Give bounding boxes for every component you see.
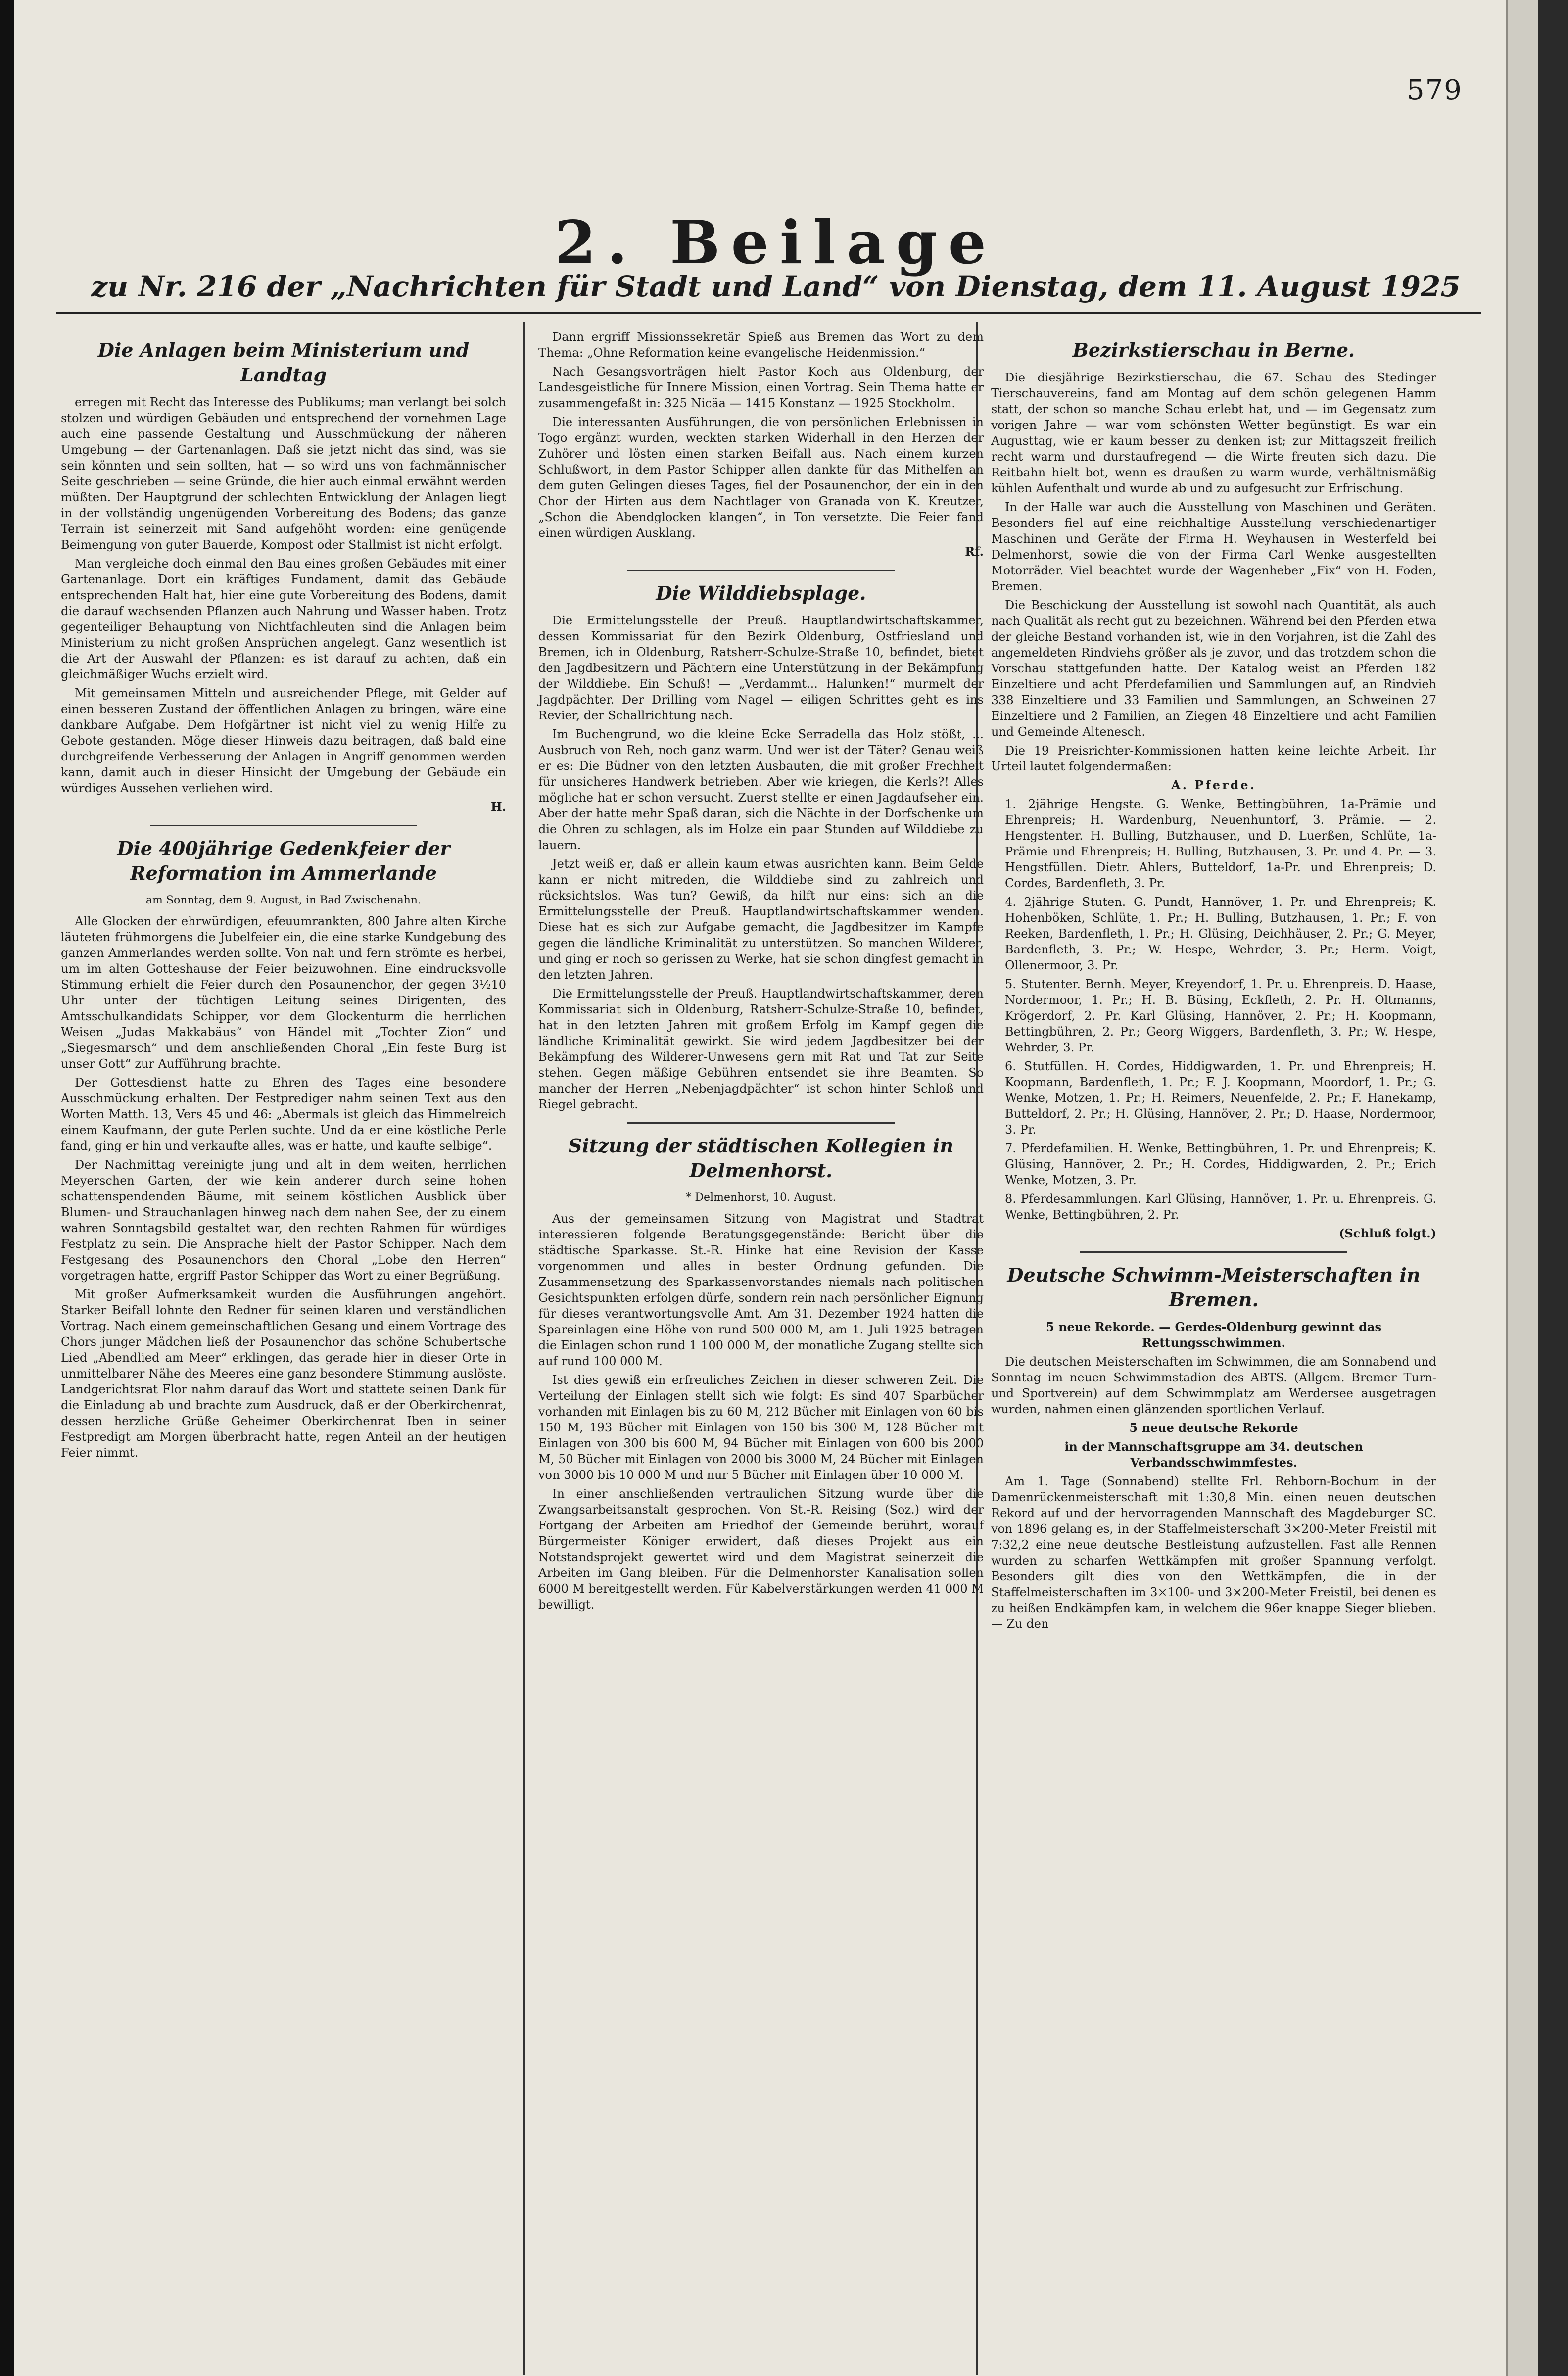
masthead-rule — [56, 312, 1481, 314]
article-headline: Bezirkstierschau in Berne. — [1072, 339, 1355, 361]
result-entry: 5. Stutenter. Bernh. Meyer, Kreyendorf, 1. Pr. u. Ehrenpreis. D. Haase, Nordermoor, 1. Pr.; H. B. Büsing, Eckfleth, 2. Pr. H. Oltmanns, Krögerdorf, 2. Pr. Karl Glüsing, Hannöver, 2. Pr.; H. Koopmann, Bettingbühren, 2. Pr.; Georg Wiggers, Bardenfleth, 3. Pr.; W. Hespe, Wehrder, 3. Pr. — [1005, 977, 1436, 1054]
scan-gutter — [0, 0, 14, 2376]
article-separator — [627, 1122, 895, 1124]
article-paragraph: Die diesjährige Bezirkstierschau, die 67. Schau des Stedinger Tierschauvereins, fand am Montag auf dem schön gelegenen Hamm statt, der schon so manche Schau erlebt hat, und — im Gegensatz zum vorigen Jahre — war vom schönsten Wetter begünstigt. Es war ein Augusttag, wie er kaum besser zu denken ist; zur Mittagszeit freilich recht warm und durstaufregend — die Wirte freuten sich dazu. Die Reitbahn hielt bot, wenn es draußen zu warm wurde, verhältnismäßig kühlen Aufenthalt und wurde ab und zu aufgesucht zur Erfrischung. — [991, 371, 1436, 495]
article-paragraph: Jetzt weiß er, daß er allein kaum etwas ausrichten kann. Beim Gelde kann er nicht mitreden, die Wilddiebe sind zu zahlreich und rücksichtslos. Was tun? Gewiß, da hilft nur eins: sich an die Ermittelungsstelle der Preuß. Hauptlandwirtschaftskammer wenden. Diese hat es sich zur Aufgabe gemacht, die Jagdbesitzer im Kampfe gegen die ländliche Kriminalität zu unterstützen. So manchen Wilderer, und ging er noch so gerissen zu Werke, hat sie schon dingfest gemacht in den letzten Jahren. — [538, 857, 984, 982]
result-entry: 6. Stutfüllen. H. Cordes, Hiddigwarden, 1. Pr. und Ehrenpreis; H. Koopmann, Bardenfleth, 1. Pr.; F. J. Koopmann, Moordorf, 1. Pr.; G. Wenke, Motzen, 1. Pr.; H. Reimers, Neuenfelde, 2. Pr.; F. Hanekamp, Butteldorf, 2. Pr.; H. Glüsing, Hannöver, 2. Pr.; D. Haase, Nordermoor, 3. Pr. — [1005, 1059, 1436, 1137]
article-dateline: am Sonntag, dem 9. August, in Bad Zwischenahn. — [145, 894, 422, 906]
article-dateline: * Delmenhorst, 10. August. — [686, 1191, 836, 1204]
article-paragraph: Der Gottesdienst hatte zu Ehren des Tages eine besondere Ausschmückung erhalten. Der Festprediger nahm seinen Text aus den Worten Matth. 13, Vers 45 und 46: „Abermals ist gleich das Himmelreich einem Kaufmann, der gute Perlen suchte. Und da er eine köstliche Perle fand, ging er hin und verkaufte alles, was er hatte, und kaufte selbige“. — [61, 1076, 506, 1153]
article-separator — [627, 570, 895, 571]
article-paragraph: In der Halle war auch die Ausstellung von Maschinen und Geräten. Besonders fiel auf eine reichhaltige Ausstellung verschiedenartiger Maschinen und Geräte der Firma H. Weyhausen in Westerfeld bei Delmenhorst, sowie die von der Firma Carl Wenke ausgestellten Motorräder. Viel beachtet wurde der Wagenheber „Fix“ von H. Foden, Bremen. — [991, 500, 1436, 593]
article-headline: Deutsche Schwimm-Meisterschaften in Bremen. — [1007, 1264, 1421, 1311]
article-paragraph: Am 1. Tage (Sonnabend) stellte Frl. Rehborn-Bochum in der Damenrückenmeisterschaft mit 1:30,8 Min. einen neuen deutschen Rekord auf und der hervorragenden Mannschaft des Magdeburger SC. von 1896 gelang es, in der Staffelmeisterschaft 3×200-Meter Freistil mit 7:32,2 eine neue deutsche Bestleistung aufzustellen. Fast alle Rennen wurden zu scharfen Wettkämpfen mit großer Spannung verfolgt. Besonders gilt dies von den Wettkämpfen, die in der Staffelmeisterschaften im 3×100- und 3×200-Meter Freistil, bei denen es zu heißen Endkämpfen kam, in welchem die 96er knappe Sieger blieben. — Zu den — [991, 1474, 1436, 1631]
article-headline: Die Wilddiebsplage. — [656, 582, 866, 604]
result-entry: 7. Pferdefamilien. H. Wenke, Bettingbühren, 1. Pr. und Ehrenpreis; K. Glüsing, Hannöver, 2. Pr.; H. Cordes, Hiddigwarden, 2. Pr.; Erich Wenke, Motzen, 3. Pr. — [1005, 1141, 1436, 1187]
page-number: 579 — [1407, 74, 1463, 106]
column-3 — [991, 329, 1436, 1635]
article-headline: Die 400jährige Gedenkfeier der Reformation im Ammerlande — [117, 837, 450, 884]
continued-note: (Schluß folgt.) — [1339, 1226, 1436, 1240]
supplement-title: 2. Beilage — [554, 208, 997, 278]
article-paragraph: erregen mit Recht das Interesse des Publikums; man verlangt bei solch stolzen und würdigen Gebäuden und entsprechend der vornehmen Lage auch eine passende Gestaltung und Ausschmückung der näheren Umgebung — der Gartenanlagen. Daß sie jetzt nicht das sind, was sie sein könnten und sein sollten, hat — so wird uns von fachmännischer Seite geschrieben — seine Gründe, die hier auch einmal erwähnt werden müßten. Der Hauptgrund der schlechten Entwicklung der Anlagen liegt in der vollständig ungenügenden Vorbereitung des Bodens; das ganze Terrain ist seinerzeit mit Sand aufgehöht worden: eine genügende Beimengung von guter Bauerde, Kompost oder Stallmist ist nicht erfolgt. — [61, 395, 506, 552]
article-paragraph: in der Mannschaftsgruppe am 34. deutschen Verbandsschwimmfestes. — [1064, 1439, 1363, 1470]
column-rule-1 — [523, 322, 525, 2375]
article-paragraph: Im Buchengrund, wo die kleine Ecke Serradella das Holz stößt, ... Ausbruch von Reh, noch ganz warm. Und wer ist der Täter? Genau weiß er es: Die Büdner von den letzten Ausbauten, die mit großer Frechheit für unsicheres Handwerk betrieben. Aber wie kriegen, die Kerls?! Alles mögliche hat er schon versucht. Zuerst stellte er einen Jagdaufseher ein. Aber der hatte mehr Spaß daran, sich die Nächte in der Dorfschenke um die Ohren zu schlagen, als im Holze ein paar Stunden auf Wilddiebe zu lauern. — [538, 727, 984, 852]
article-paragraph: Mit großer Aufmerksamkeit wurden die Ausführungen angehört. Starker Beifall lohnte den Redner für seinen klaren und verständlichen Vortrag. Nach einem gemeinschaftlichen Gesang und einem Vortrage des Chors junger Mädchen ließ der Posaunenchor das schöne Schubertsche Lied „Abendlied am Meer“ erklingen, das gerade hier in dieser Orte in unmittelbarer Nähe des Meeres eine ganz besondere Stimmung auslöste. Landgerichtsrat Flor nahm darauf das Wort und stattete seinen Dank für die Einladung ab und brachte zum Ausdruck, daß er der Oberkirchenrat, dessen herzliche Grüße Geheimer Oberkirchenrat Iben in seiner Festpredigt am Morgen überbracht hatte, regen Anteil an der heutigen Feier nimmt. — [61, 1287, 506, 1460]
article-lede: 5 neue Rekorde. — Gerdes-Oldenburg gewinnt das Rettungsschwimmen. — [1046, 1320, 1381, 1350]
article-paragraph: Mit gemeinsamen Mitteln und ausreichender Pflege, mit Gelder auf einen besseren Zustand der öffentlichen Anlagen zu bringen, wäre eine dankbare Aufgabe. Dem Hofgärtner ist nicht viel zu wenig Hilfe zu Gebote gestanden. Möge dieser Hinweis dazu beitragen, daß bald eine durchgreifende Verbesserung der Anlagen in Angriff genommen werden kann, damit auch in dieser Hinsicht der Umgebung der Gebäude ein würdiges Aussehen verliehen wird. — [61, 686, 506, 795]
article-paragraph: Alle Glocken der ehrwürdigen, efeuumrankten, 800 Jahre alten Kirche läuteten frühmorgens die Jubelfeier ein, die eine starke Kundgebung des ganzen Ammerlandes werden sollte. Von nah und fern strömte es herbei, um im alten Gotteshause der Feier beizuwohnen. Eine eindrucksvolle Stimmung erhielt die Feier durch den Posaunenchor, der gegen 3½10 Uhr unter der tüchtigen Leitung seines Dirigenten, des Amtsschulkandidats Schipper, vor dem Glockenturm die herrlichen Weisen „Judas Makkabäus“ von Händel mit „Tochter Zion“ und „Siegesmarsch“ und dem anschließenden Choral „Ein feste Burg ist unser Gott“ zur Aufführung brachte. — [61, 914, 506, 1071]
column-1 — [61, 329, 506, 1464]
article-paragraph: Man vergleiche doch einmal den Bau eines großen Gebäudes mit einer Gartenanlage. Dort ein kräftiges Fundament, damit das Gebäude entsprechenden Halt hat, hier eine gute Vorbereitung des Bodens, damit die darauf wachsenden Pflanzen auch Nahrung und Wasser haben. Trotz gegenteiliger Behauptung von Nichtfachleuten sind die Anlagen beim Ministerium zu nicht großen Ansprüchen angelegt. Ganz wesentlich ist die Art der Auswahl der Pflanzen: es ist darauf zu achten, daß ein gleichmäßiger Wuchs erzielt wird. — [61, 557, 506, 681]
article-paragraph: Aus der gemeinsamen Sitzung von Magistrat und Stadtrat interessieren folgende Beratungsgegenstände: Bericht über die städtische Sparkasse. St.-R. Hinke hat eine Revision der Kasse vorgenommen und alles in bester Ordnung gefunden. Die Zusammensetzung des Sparkassenvorstandes niemals nach politischen Gesichtspunkten erfolgen dürfe, sondern rein nach persönlicher Eignung für dieses verantwortungsvolle Amt. Am 31. Dezember 1924 hatten die Spareinlagen eine Höhe von rund 500 000 M, am 1. Juli 1925 betragen die Einlagen schon rund 1 100 000 M, der monatliche Zugang stellte sich auf rund 100 000 M. — [538, 1212, 984, 1368]
article-paragraph: Dann ergriff Missionssekretär Spieß aus Bremen das Wort zu dem Thema: „Ohne Reformation keine evangelische Heidenmission.“ — [538, 330, 984, 360]
supplement-subtitle: zu Nr. 216 der „Nachrichten für Stadt und Land“ von Dienstag, dem 11. August 1925 — [91, 270, 1461, 303]
article-separator — [150, 825, 417, 826]
article-paragraph: Die Ermittelungsstelle der Preuß. Hauptlandwirtschaftskammer, deren Kommissariat sich in Oldenburg, Ratsherr-Schulze-Straße 10, befindet, hat in den letzten Jahren mit großem Erfolg im Kampf gegen die ländliche Kriminalität gewirkt. Sie wird jedem Jagdbesitzer bei der Bekämpfung des Wilderer-Unwesens gern mit Rat und Tat zur Seite stehen. Gegen mäßige Gebühren entsendet sie ihre Beamten. So mancher der Herren „Nebenjagdpächter“ ist schon hinter Schloß und Riegel gebracht. — [538, 987, 984, 1111]
article-paragraph: Die Ermittelungsstelle der Preuß. Hauptlandwirtschaftskammer, dessen Kommissariat für den Bezirk Oldenburg, Ostfriesland und Bremen, ich in Oldenburg, Ratsherr-Schulze-Straße 10, befindet, bietet den Jagdbesitzern und Pächtern eine Unterstützung in der Bekämpfung der Wilddiebe. Ein Schuß! — „Verdammt... Halunken!“ murmelt der Jagdpächter. Der Drilling vom Nagel — eiligen Schrittes geht es ins Revier, der Schallrichtung nach. — [538, 614, 984, 722]
article-paragraph: Die 19 Preisrichter-Kommissionen hatten keine leichte Arbeit. Ihr Urteil lautet folgendermaßen: — [991, 744, 1436, 773]
article-paragraph: Die interessanten Ausführungen, die von persönlichen Erlebnissen in Togo ergänzt wurden, weckten starken Widerhall in den Herzen der Zuhörer und lösten einen starken Beifall aus. Nach einem kurzen Schlußwort, in dem Pastor Schipper allen dankte für das Mithelfen an dem guten Gelingen dieses Tages, fiel der Posaunenchor, der ein in den Chor der Hirten aus dem Nachtlager von Granada von K. Kreutzer, „Schon die Abendglocken klangen“, in Ton versetzte. Die Feier fand einen würdigen Ausklang. — [538, 415, 984, 540]
result-entry: 4. 2jährige Stuten. G. Pundt, Hannöver, 1. Pr. und Ehrenpreis; K. Hohenböken, Schlüte, 1. Pr.; H. Bulling, Butzhausen, 1. Pr.; F. von Reeken, Bardenfleth, 1. Pr.; H. Glüsing, Deichhäuser, 2. Pr.; G. Meyer, Bardenfleth, 3. Pr.; W. Hespe, Wehrder, 3. Pr.; Herm. Voigt, Ollenermoor, 3. Pr. — [1005, 895, 1436, 972]
result-entry: 1. 2jährige Hengste. G. Wenke, Bettingbühren, 1a-Prämie und Ehrenpreis; H. Wardenburg, Neuenhuntorf, 3. Prämie. — 2. Hengstenter. H. Bulling, Butzhausen, und D. Luerßen, Schlüte, 1a-Prämie und Ehrenpreis; H. Bulling, Butzhausen, 3. Pr. und 4. Pr. — 3. Hengstfüllen. Dietr. Ahlers, Butteldorf, 1a-Pr. und Ehrenpreis; D. Cordes, Bardenfleth, 3. Pr. — [1005, 797, 1436, 890]
newspaper-page — [14, 0, 1538, 2376]
article-signature: H. — [490, 800, 506, 814]
section-subhead: 5 neue deutsche Rekorde — [1129, 1421, 1298, 1435]
article-paragraph: Nach Gesangsvorträgen hielt Pastor Koch aus Oldenburg, der Landesgeistliche für Innere Mission, einen Vortrag. Sein Thema hatte er zusammengefaßt in: 325 Nicäa — 1415 Konstanz — 1925 Stockholm. — [538, 365, 984, 410]
article-paragraph: In einer anschließenden vertraulichen Sitzung wurde über die Zwangsarbeitsanstalt gesprochen. Von St.-R. Reising (Soz.) wird der Fortgang der Arbeiten am Friedhof der Gemeinde berührt, worauf Bürgermeister Königer erwidert, daß dieses Projekt aus ein Notstandsprojekt gewertet wird und dem Magistrat seinerzeit die Arbeiten im Gang bleiben. Für die Delmenhorster Kanalisation sollen 6000 M bereitgestellt werden. Für Kabelverstärkungen werden 41 000 M bewilligt. — [538, 1487, 984, 1612]
result-entry: 8. Pferdesammlungen. Karl Glüsing, Hannöver, 1. Pr. u. Ehrenpreis. G. Wenke, Bettingbühren, 2. Pr. — [1005, 1192, 1436, 1222]
article-separator — [1080, 1251, 1347, 1253]
article-signature: Rf. — [965, 544, 984, 559]
article-paragraph: Die deutschen Meisterschaften im Schwimmen, die am Sonnabend und Sonntag im neuen Schwimmstadion des ABTS. (Allgem. Bremer Turn- und Sportverein) auf dem Schwimmplatz am Werdersee ausgetragen wurden, nahmen einen glänzenden sportlichen Verlauf. — [991, 1355, 1436, 1416]
article-paragraph: Die Beschickung der Ausstellung ist sowohl nach Quantität, als auch nach Qualität als recht gut zu bezeichnen. Während bei den Pferden etwa der gleiche Bestand vorhanden ist, wie in den Vorjahren, ist die Zahl des angemeldeten Rindviehs größer als je zuvor, und das trotzdem schon die Vorschau stattgefunden hatte. Der Katalog weist an Pferden 182 Einzeltiere und acht Pferdefamilien und Sammlungen auf, an Rindvieh 338 Einzeltiere und 33 Familien und Sammlungen, an Schweinen 27 Einzeltiere und 2 Familien, an Ziegen 48 Einzeltiere und acht Familien und Gemeinde Altenesch. — [991, 598, 1436, 739]
article-headline: Sitzung der städtischen Kollegien in Delmenhorst. — [568, 1135, 954, 1182]
page-edge — [1506, 0, 1538, 2376]
article-headline: Die Anlagen beim Ministerium und Landtag — [97, 339, 470, 386]
column-2 — [538, 329, 984, 1616]
article-paragraph: Der Nachmittag vereinigte jung und alt in dem weiten, herrlichen Meyerschen Garten, der wie kein anderer durch seine hohen schattenspendenden Bäume, mit seinem köstlichen Ausblick über Blumen- und Strauchanlagen hinweg nach dem nahen See, der zu einem wahren Sonntagsbild gestaltet war, den rechten Rahmen für würdiges Festplatz zu sein. Die Ansprache hielt der Pastor Schipper. Nach dem Festgesang des Posaunenchors den Choral „Lobe den Herren“ vorgetragen hatte, ergriff Pastor Schipper das Wort zu einer Begrüßung. — [61, 1158, 506, 1283]
section-subhead: A. Pferde. — [1171, 778, 1257, 792]
article-paragraph: Ist dies gewiß ein erfreuliches Zeichen in dieser schweren Zeit. Die Verteilung der Einlagen stellt sich wie folgt: Es sind 407 Sparbücher vorhanden mit Einlagen bis zu 60 M, 212 Bücher mit Einlagen von 60 bis 150 M, 193 Bücher mit Einlagen von 150 bis 300 M, 128 Bücher mit Einlagen von 300 bis 600 M, 94 Bücher mit Einlagen von 600 bis 2000 M, 50 Bücher mit Einlagen von 2000 bis 3000 M, 24 Bücher mit Einlagen von 3000 bis 10 000 M und nur 5 Bücher mit Einlagen über 10 000 M. — [538, 1373, 984, 1482]
